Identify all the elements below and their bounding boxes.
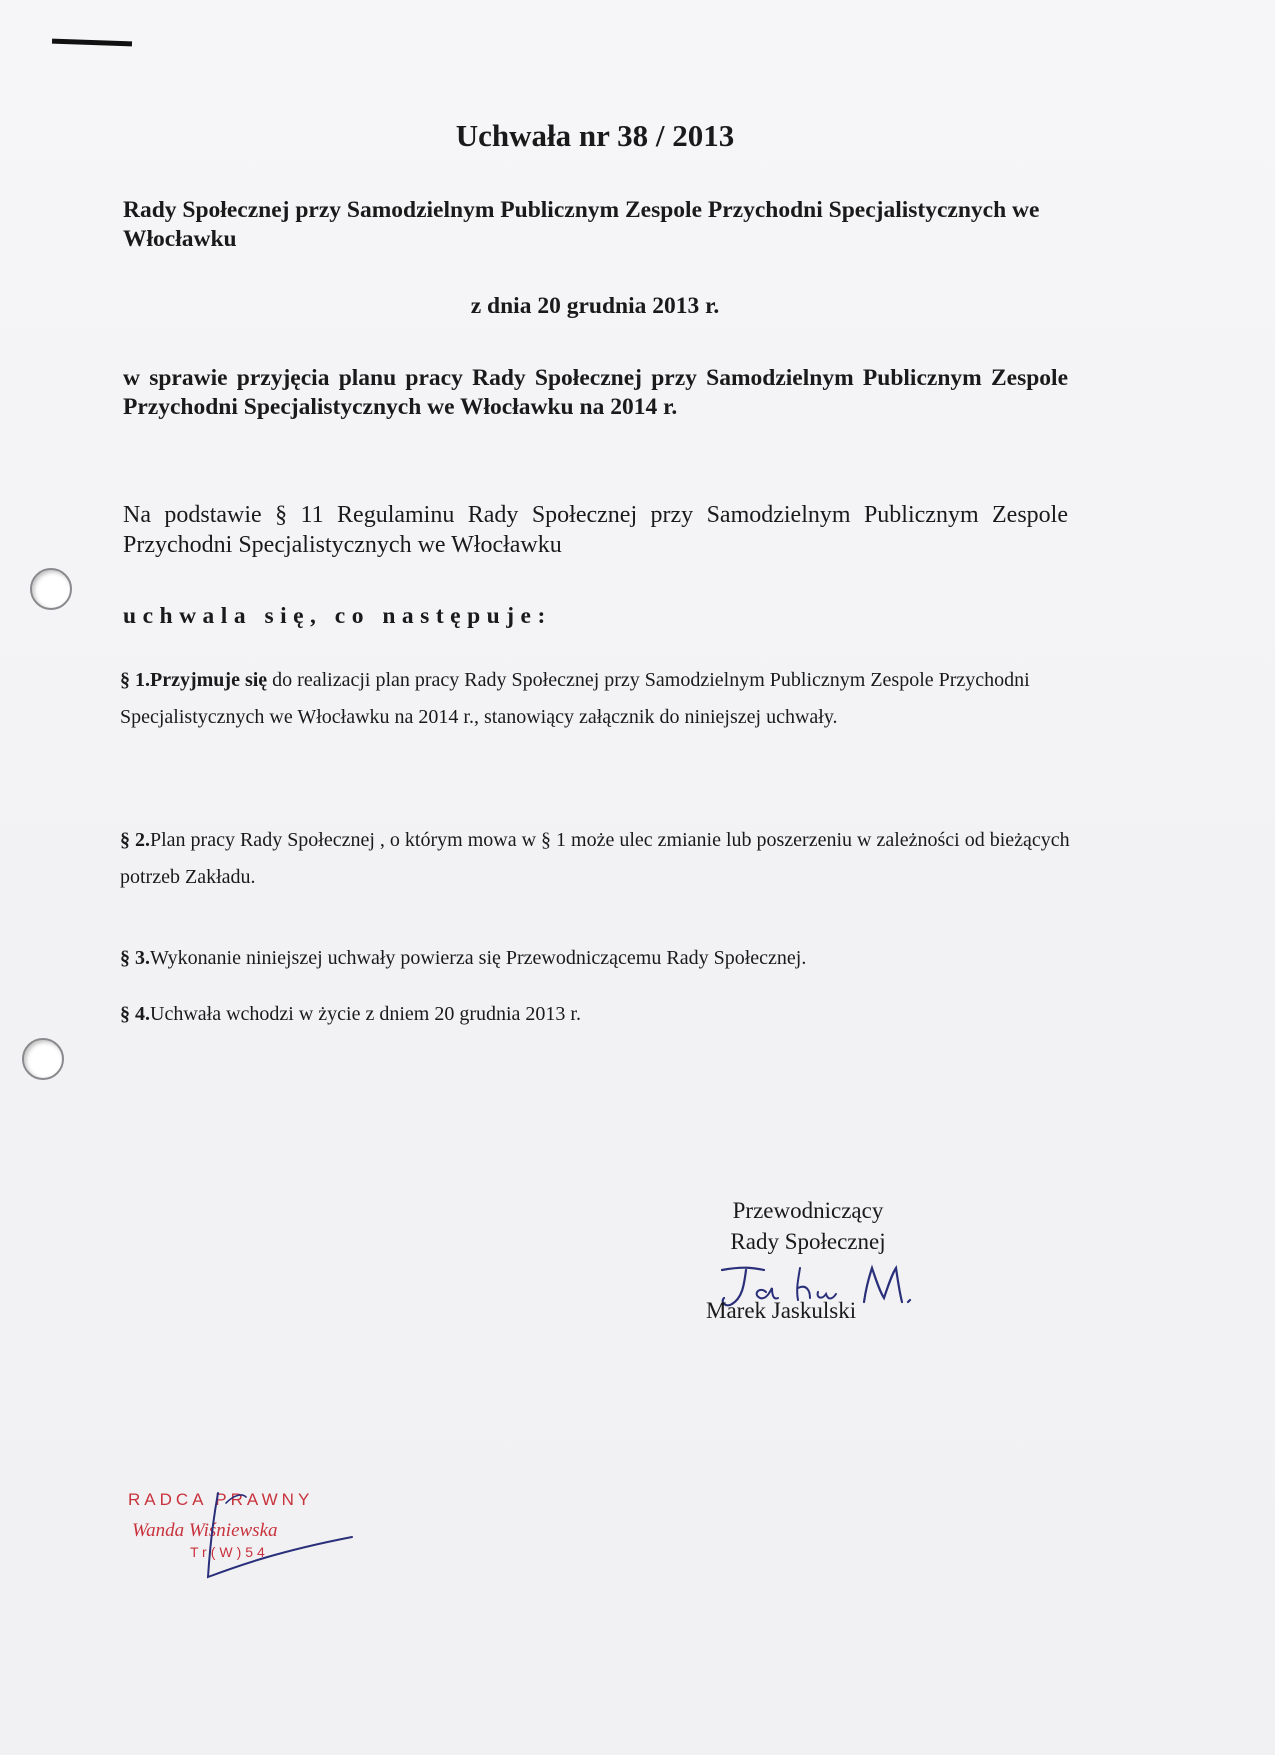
signature-block <box>698 1195 918 1257</box>
paragraph-2-text: Plan pracy Rady Społecznej , o którym mowa w § 1 może ulec zmianie lub poszerzeniu w zależności od bieżących potrzeb Zakładu. <box>120 829 1070 888</box>
paragraph-3-text: Wykonanie niniejszej uchwały powierza się Przewodniczącemu Rady Społecznej. <box>150 947 807 969</box>
document-title: Uchwała nr 38 / 2013 <box>455 118 735 153</box>
corner-mark <box>52 39 132 47</box>
legal-basis: Na podstawie § 11 Regulaminu Rady Społecznej przy Samodzielnym Publicznym Zespole Przychodni Specjalistycznych we Włocławku <box>123 502 1068 558</box>
document-date: z dnia 20 grudnia 2013 r. <box>470 293 720 319</box>
stamp-title: RADCA PRAWNY <box>128 1490 314 1509</box>
paragraph-4-text: Uchwała wchodzi w życie z dniem 20 grudnia 2013 r. <box>150 1003 581 1025</box>
paragraph-3 <box>120 940 1070 977</box>
stamp-name: Wanda Wiśniewska <box>132 1520 278 1541</box>
paragraph-1-text: do realizacji plan pracy Rady Społecznej przy Samodzielnym Publicznym Zespole Przychodni Specjalistycznych we Włocławku na 2014 r., stanowiący załącznik do niniejszej uchwały. <box>120 669 1030 728</box>
document-subject: w sprawie przyjęcia planu pracy Rady Społecznej przy Samodzielnym Publicznym Zespole Przychodni Specjalistycznych we Włocławku na 2014 r. <box>123 365 1068 420</box>
signatory-role-line-1: Przewodniczący <box>732 1198 884 1223</box>
paragraph-2-mark: § 2. <box>120 829 150 851</box>
signatory-role-line-2: Rady Społecznej <box>730 1229 886 1254</box>
paragraph-2 <box>120 822 1070 896</box>
punch-hole-top <box>30 568 72 610</box>
paragraph-3-mark: § 3. <box>120 947 150 969</box>
paragraph-4-mark: § 4. <box>120 1003 150 1025</box>
paragraph-1 <box>120 662 1070 736</box>
punch-hole-bottom <box>22 1038 64 1080</box>
stamp-code: Tr(W)54 <box>190 1544 269 1560</box>
stamp-signature <box>130 1485 370 1595</box>
paragraph-4 <box>120 996 1070 1033</box>
signatory-name: Marek Jaskulski <box>706 1298 857 1323</box>
resolve-clause: uchwala się, co następuje: <box>123 603 552 629</box>
council-name: Rady Społecznej przy Samodzielnym Publicznym Zespole Przychodni Specjalistycznych we Włocławku <box>123 197 1040 252</box>
paragraph-1-mark: § 1.Przyjmuje się <box>120 669 268 691</box>
